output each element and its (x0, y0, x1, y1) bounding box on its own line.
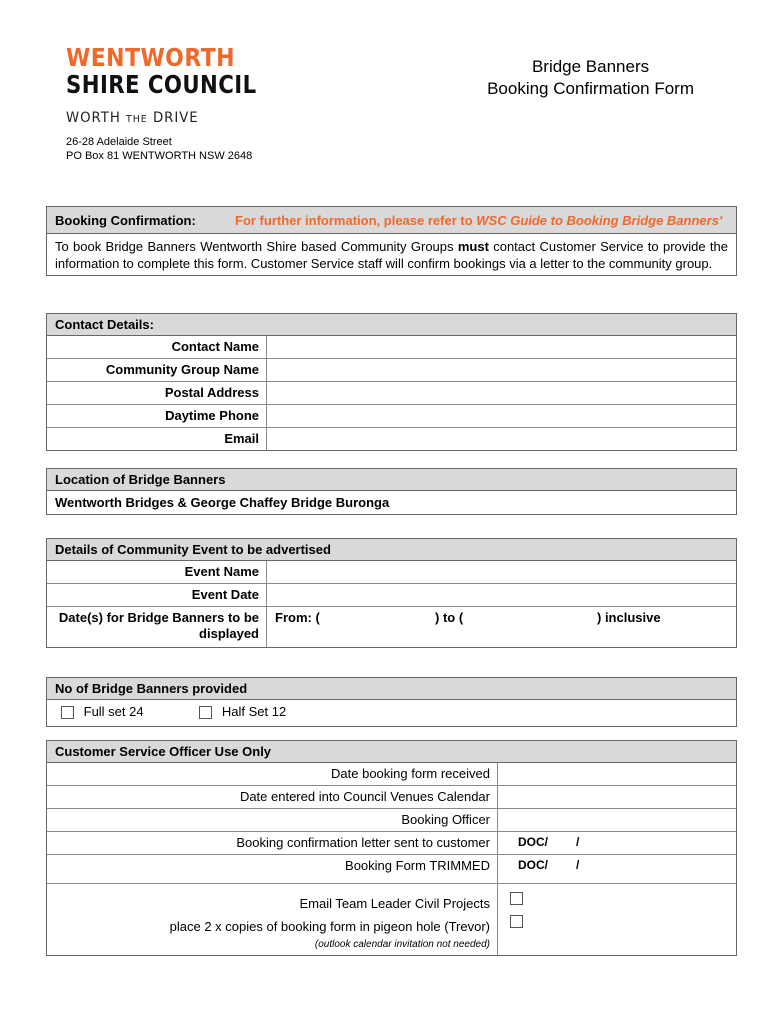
cso-row-officer (47, 808, 736, 831)
calendar-label: Date entered into Council Venues Calendar (47, 786, 498, 808)
title-line-2: Booking Confirmation Form (487, 79, 694, 98)
logo-tagline: WORTH THE DRIVE (66, 110, 199, 126)
phone-label: Daytime Phone (47, 405, 267, 427)
banner-options (47, 700, 736, 726)
outlook-note: (outlook calendar invitation not needed) (314, 939, 490, 950)
half-set-label: Half Set 12 (221, 704, 287, 719)
group-name-input[interactable] (267, 359, 736, 381)
contact-name-input[interactable] (267, 336, 736, 358)
letter-doc[interactable]: DOC/ / (518, 835, 580, 849)
event-date-input[interactable] (267, 584, 736, 606)
event-name-label: Event Name (47, 561, 267, 583)
email-checkboxes (498, 884, 736, 955)
received-label: Date booking form received (47, 763, 498, 785)
location-header: Location of Bridge Banners (47, 469, 736, 491)
cso-row-trimmed (47, 854, 736, 883)
trimmed-doc[interactable]: DOC/ / (518, 858, 580, 872)
email-input[interactable] (267, 428, 736, 450)
officer-input[interactable] (498, 809, 736, 831)
title-line-1: Bridge Banners (531, 57, 650, 76)
calendar-input[interactable] (498, 786, 736, 808)
location-value: Wentworth Bridges & George Chaffey Bridge Buronga (55, 495, 390, 510)
event-date-row (47, 583, 736, 606)
pigeon-hole-checkbox[interactable] (510, 915, 523, 928)
contact-name-row (47, 336, 736, 358)
logo-line-1: WENTWORTH (66, 43, 236, 72)
postal-address-input[interactable] (267, 382, 736, 404)
letter-label: Booking confirmation letter sent to customer (47, 832, 498, 854)
group-name-row (47, 358, 736, 381)
banners-section (46, 677, 737, 727)
booking-label: Booking Confirmation: (55, 213, 196, 228)
email-tasks (47, 884, 498, 955)
event-name-input[interactable] (267, 561, 736, 583)
contact-section (46, 313, 737, 451)
event-name-row (47, 561, 736, 583)
to-label: ) to ( (435, 610, 464, 625)
event-header: Details of Community Event to be advertised (47, 539, 736, 561)
from-label: From: ( (275, 610, 320, 625)
display-dates-label: Date(s) for Bridge Banners to be displayed (47, 607, 267, 647)
cso-row-email (47, 883, 736, 955)
council-address (66, 135, 252, 163)
trimmed-label: Booking Form TRIMMED (47, 855, 498, 883)
full-set-checkbox[interactable] (61, 706, 74, 719)
display-dates-row (47, 606, 736, 647)
booking-info: For further information, please refer to WSC Guide to Booking Bridge Banners' (235, 213, 723, 228)
cso-row-calendar (47, 785, 736, 808)
email-row (47, 427, 736, 450)
phone-row (47, 404, 736, 427)
page-title (487, 56, 694, 100)
email-team-checkbox[interactable] (510, 892, 523, 905)
inclusive-label: ) inclusive (597, 610, 661, 625)
cso-row-received (47, 763, 736, 785)
display-dates-value[interactable] (267, 607, 736, 647)
booking-instructions: To book Bridge Banners Wentworth Shire based Community Groups must contact Customer Service to provide the information to complete this form. Customer Service staff will confirm bookings via a letter to the community group. (55, 239, 728, 271)
email-team-label: Email Team Leader Civil Projects (299, 896, 490, 911)
email-label: Email (47, 428, 267, 450)
postal-address-label: Postal Address (47, 382, 267, 404)
address-line-1: 26-28 Adelaide Street (66, 136, 172, 148)
location-section (46, 468, 737, 515)
address-line-2: PO Box 81 WENTWORTH NSW 2648 (66, 150, 253, 162)
council-logo (66, 44, 290, 126)
postal-address-row (47, 381, 736, 404)
full-set-label: Full set 24 (83, 704, 144, 719)
half-set-checkbox[interactable] (199, 706, 212, 719)
event-section (46, 538, 737, 648)
cso-header: Customer Service Officer Use Only (47, 741, 736, 763)
phone-input[interactable] (267, 405, 736, 427)
pigeon-hole-label: place 2 x copies of booking form in pigeon hole (Trevor) (169, 919, 490, 934)
booking-header (47, 207, 736, 234)
cso-row-letter (47, 831, 736, 854)
contact-header: Contact Details: (47, 314, 736, 336)
officer-label: Booking Officer (47, 809, 498, 831)
guide-reference: WSC Guide to Booking Bridge Banners' (476, 213, 723, 228)
logo-line-2: SHIRE COUNCIL (66, 70, 257, 99)
received-input[interactable] (498, 763, 736, 785)
banners-header: No of Bridge Banners provided (47, 678, 736, 700)
cso-section (46, 740, 737, 956)
event-date-label: Event Date (47, 584, 267, 606)
group-name-label: Community Group Name (47, 359, 267, 381)
contact-name-label: Contact Name (47, 336, 267, 358)
booking-section (46, 206, 737, 276)
